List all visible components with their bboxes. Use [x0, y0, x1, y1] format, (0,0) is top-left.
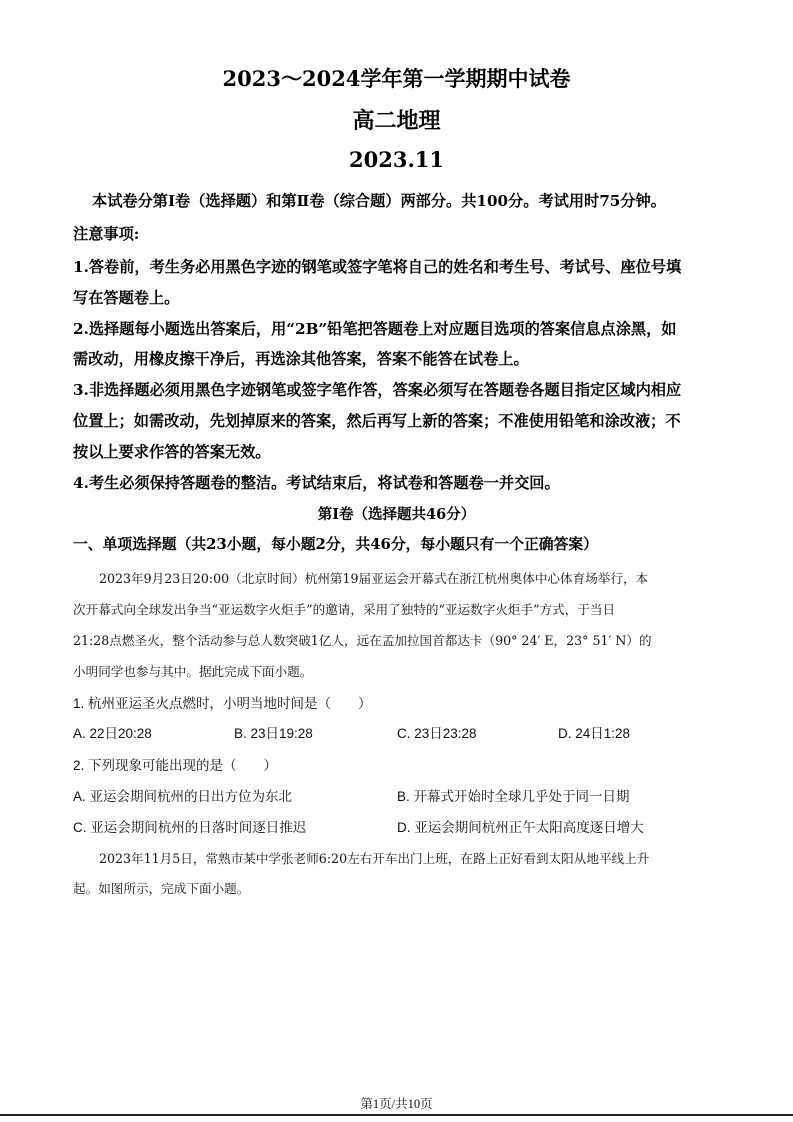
question-1-option-d: D. 24日1:28	[558, 726, 631, 741]
instruction-line: 需改动，用橡皮擦干净后，再选涂其他答案，答案不能答在试卷上。	[73, 350, 529, 368]
exam-subject: 高二地理	[352, 108, 441, 134]
section-heading: 一、单项选择题（共23小题，每小题2分，共46分，每小题只有一个正确答案）	[73, 536, 598, 553]
passage-line: 2023年11月5日，常熟市某中学张老师6:20左右开车出门上班，在路上正好看到太阳从地平线上升	[99, 851, 650, 866]
question-1-option-a: A. 22日20:28	[73, 726, 152, 741]
instruction-line: 1.答卷前，考生务必用黑色字迹的钢笔或签字笔将自己的姓名和考生号、考试号、座位号填	[73, 258, 682, 276]
question-2-option-d: D. 亚运会期间杭州正午太阳高度逐日增大	[397, 820, 644, 835]
exam-intro: 本试卷分第Ⅰ卷（选择题）和第Ⅱ卷（综合题）两部分。共100分。考试用时75分钟。	[92, 192, 666, 210]
passage-line: 2023年9月23日20:00（北京时间）杭州第19届亚运会开幕式在浙江杭州奥体中心体育场举行，本	[99, 571, 649, 586]
instruction-line: 3.非选择题必须用黑色字迹钢笔或签字笔作答，答案必须写在答题卷各题目指定区域内相应	[73, 381, 682, 399]
exam-title: 2023～2024学年第一学期期中试卷	[222, 66, 571, 91]
instruction-line: 位置上；如需改动，先划掉原来的答案，然后再写上新的答案；不准使用铅笔和涂改液；不	[73, 412, 681, 430]
instruction-line: 2.选择题每小题选出答案后，用“2B”铅笔把答题卷上对应题目选项的答案信息点涂黑，如	[73, 320, 677, 338]
passage-line: 次开幕式向全球发出争当“亚运数字火炬手”的邀请，采用了独特的“亚运数字火炬手”方式，于当日	[73, 602, 616, 617]
part1-title: 第Ⅰ卷（选择题共46分）	[317, 506, 476, 523]
question-2-stem: 2. 下列现象可能出现的是（ ）	[73, 758, 278, 773]
question-1-option-b: B. 23日19:28	[234, 726, 313, 741]
page-footer: 第1页/共10页	[360, 1097, 433, 1111]
question-2-option-a: A. 亚运会期间杭州的日出方位为东北	[73, 789, 293, 804]
instruction-line: 写在答题卷上。	[73, 289, 180, 307]
passage-line: 小明同学也参与其中。据此完成下面小题。	[73, 664, 313, 679]
passage-line: 21:28点燃圣火，整个活动参与总人数突破1亿人，远在孟加拉国首都达卡（90° 24′ E，23° 51′ N）的	[73, 633, 652, 648]
question-1-stem: 1. 杭州亚运圣火点燃时，小明当地时间是（ ）	[73, 696, 372, 711]
question-2-option-c: C. 亚运会期间杭州的日落时间逐日推迟	[73, 820, 307, 835]
notice-label: 注意事项:	[73, 225, 140, 243]
instruction-line: 4.考生必须保持答题卷的整洁。考试结束后，将试卷和答题卷一并交回。	[73, 474, 560, 492]
exam-date: 2023.11	[349, 147, 444, 172]
bottom-rule	[0, 1114, 793, 1116]
question-2-option-b: B. 开幕式开始时全球几乎处于同一日期	[397, 789, 630, 804]
instruction-line: 按以上要求作答的答案无效。	[73, 443, 271, 461]
passage-line: 起。如图所示，完成下面小题。	[73, 881, 250, 896]
question-1-option-c: C. 23日23:28	[397, 726, 477, 741]
